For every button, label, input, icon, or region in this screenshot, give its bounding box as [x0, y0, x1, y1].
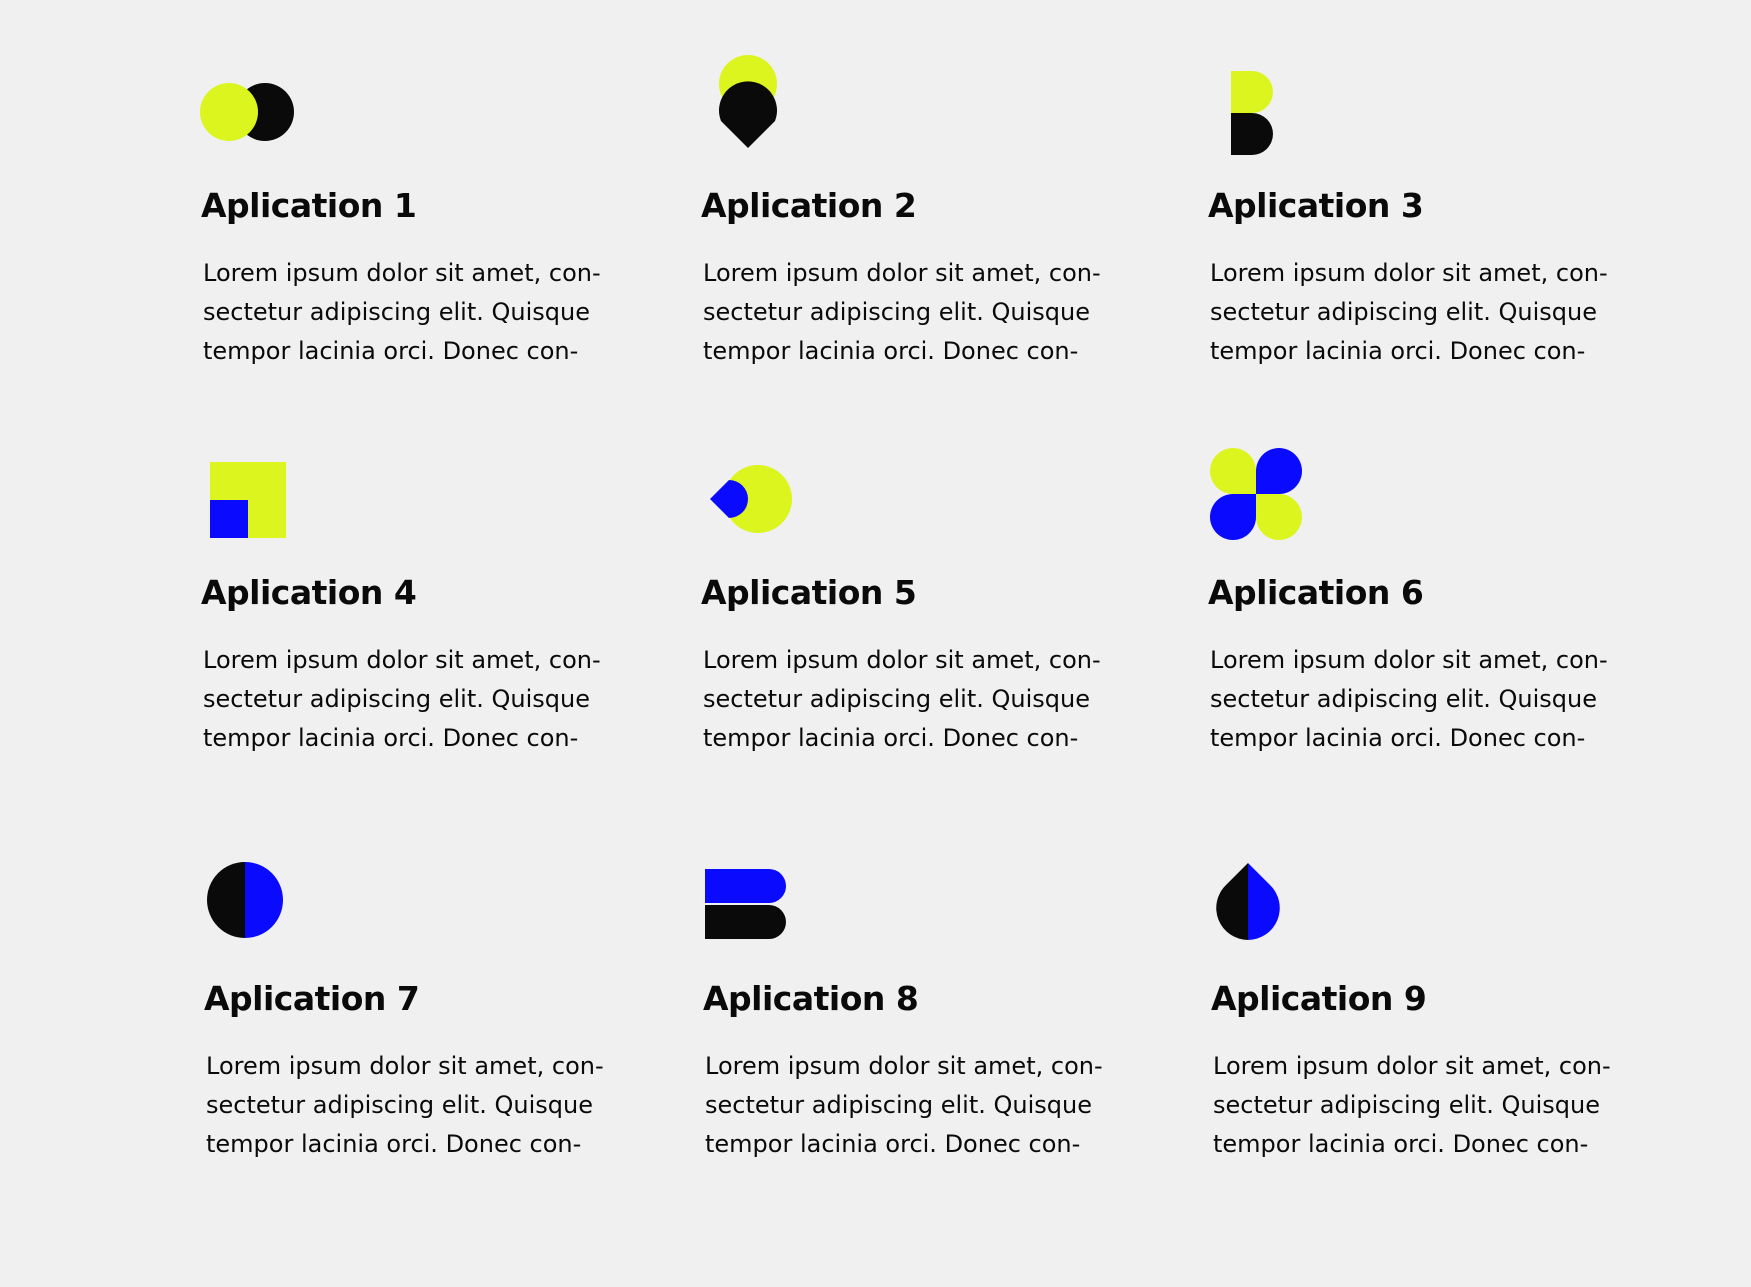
card-description: Lorem ipsum dolor sit amet, con- sectetur adipiscing elit. Quisque tempor lacinia orci. Donec con- [703, 259, 1101, 365]
card-description: Lorem ipsum dolor sit amet, con- sectetur adipiscing elit. Quisque tempor lacinia orci. Donec con- [705, 1052, 1103, 1158]
card-title: Aplication 6 [1208, 573, 1424, 612]
half-circle-split-icon [204, 853, 314, 963]
card-title: Aplication 8 [703, 979, 919, 1018]
card-description: Lorem ipsum dolor sit amet, con- sectetur adipiscing elit. Quisque tempor lacinia orci. Donec con- [1210, 259, 1608, 365]
letter-b-shape-icon [1208, 60, 1318, 170]
card-title: Aplication 2 [701, 186, 917, 225]
drop-and-circle-icon [701, 447, 811, 557]
card-description: Lorem ipsum dolor sit amet, con- sectetur adipiscing elit. Quisque tempor lacinia orci. Donec con- [203, 259, 601, 365]
card-description: Lorem ipsum dolor sit amet, con- sectetur adipiscing elit. Quisque tempor lacinia orci. Donec con- [206, 1052, 604, 1158]
two-overlapping-circles-icon [201, 60, 311, 170]
card-description: Lorem ipsum dolor sit amet, con- sectetur adipiscing elit. Quisque tempor lacinia orci. Donec con- [1213, 1052, 1611, 1158]
card-title: Aplication 1 [201, 186, 417, 225]
card-description: Lorem ipsum dolor sit amet, con- sectetur adipiscing elit. Quisque tempor lacinia orci. Donec con- [703, 646, 1101, 752]
card-title: Aplication 3 [1208, 186, 1424, 225]
card-title: Aplication 4 [201, 573, 417, 612]
card-description: Lorem ipsum dolor sit amet, con- sectetur adipiscing elit. Quisque tempor lacinia orci. Donec con- [203, 646, 601, 752]
map-pin-drop-icon [701, 60, 811, 170]
split-water-drop-icon [1211, 853, 1321, 963]
stacked-pills-icon [703, 853, 813, 963]
four-petal-clover-icon [1208, 447, 1318, 557]
card-title: Aplication 5 [701, 573, 917, 612]
card-title: Aplication 7 [204, 979, 420, 1018]
card-description: Lorem ipsum dolor sit amet, con- sectetur adipiscing elit. Quisque tempor lacinia orci. Donec con- [1210, 646, 1608, 752]
card-title: Aplication 9 [1211, 979, 1427, 1018]
nested-squares-icon [201, 447, 311, 557]
